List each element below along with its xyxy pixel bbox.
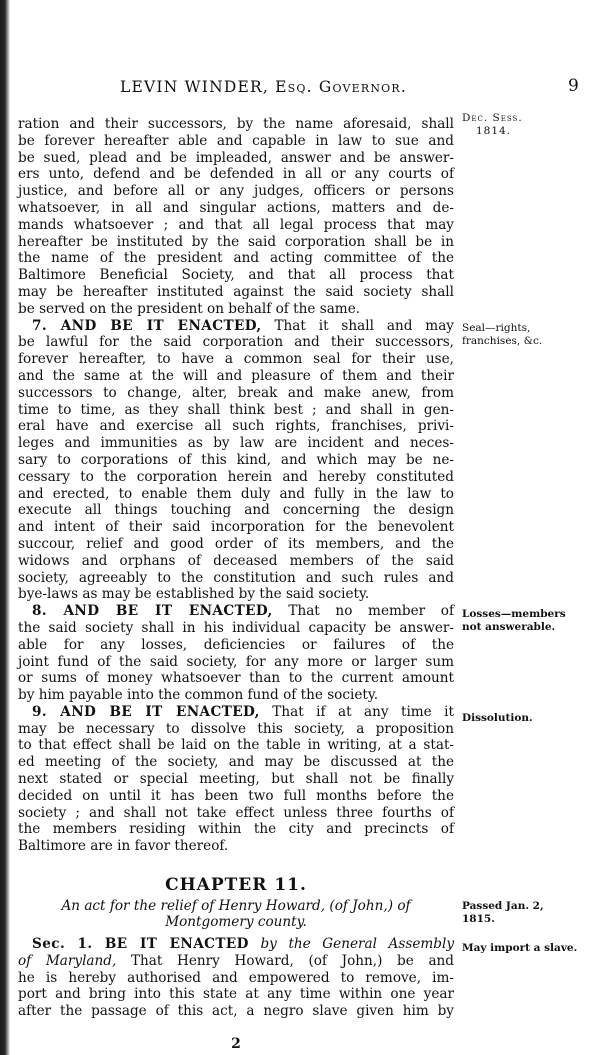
text-line: bye-laws as may be established by the said society. [18, 586, 370, 603]
text-line: joint fund of the said society, for any more or larger sum [18, 653, 454, 670]
text-line: ed meeting of the society, and may be discussed at the [18, 754, 454, 771]
text-line: by him payable into the common fund of the society. [18, 687, 379, 704]
section-8-heading: 8. AND BE IT ENACTED, [32, 603, 273, 620]
running-header [120, 78, 580, 96]
section-9-heading: 9. AND BE IT ENACTED, [32, 703, 260, 720]
text-line: successors to change, alter, break and make anew, from [18, 384, 454, 401]
text-line: the said society shall in his individual capacity be answer- [18, 619, 454, 636]
section-7-first-line: 7. AND BE IT ENACTED, That it shall and may [32, 317, 454, 334]
text-line: be sued, plead and be impleaded, answer and be answer- [18, 149, 454, 166]
page-number: 9 [567, 76, 580, 96]
text-line: and the same at the will and pleasure of them and their [18, 367, 454, 384]
margin-note-losses: Losses—members not answerable. [462, 608, 566, 633]
margin-note-session: Dec. Sess. 1814. [462, 112, 523, 137]
text-line: mands whatsoever ; and that all legal process that may [18, 216, 454, 233]
text-line: may be necessary to dissolve this society, a proposition [18, 720, 454, 737]
text-line: eral have and exercise all such rights, franchises, privi- [18, 418, 454, 435]
text-line: to that effect shall be laid on the table in writing, at a stat- [18, 737, 454, 754]
text-line: next stated or special meeting, but shall not be finally [18, 771, 454, 788]
text-line: society ; and shall not take effect unless three fourths of [18, 804, 454, 821]
text-line: and intent of their said incorporation for the benevolent [18, 519, 454, 536]
text-line: leges and immunities as by law are incident and neces- [18, 435, 454, 452]
text-line: forever hereafter, to have a common seal for their use, [18, 351, 454, 368]
text-line: decided on until it has been two full months before the [18, 787, 454, 804]
margin-note-seal: Seal—rights, franchises, &c. [462, 322, 543, 347]
body-text [18, 116, 454, 855]
text-line: may be hereafter instituted against the said society shall [18, 283, 454, 300]
running-title: LEVIN WINDER, Esq. Governor. [120, 78, 407, 96]
text-line: be lawful for the said corporation and their successors, [18, 334, 454, 351]
text-line: able for any losses, deficiencies or failures of the [18, 636, 454, 653]
text-line: and erected, to enable them duly and fully in the law to [18, 485, 454, 502]
text-line: be forever hereafter able and capable in law to sue and [18, 132, 454, 149]
text-line: port and bring into this state at any time within one year [18, 986, 454, 1003]
text-line: whatsoever, in all and singular actions, matters and de- [18, 199, 454, 216]
text-line: widows and orphans of deceased members of the said [18, 552, 454, 569]
section-9-first-line: 9. AND BE IT ENACTED, That if at any time it [32, 703, 454, 720]
text-line: the members residing within the city and precincts of [18, 821, 454, 838]
signature-mark: 2 [231, 1036, 241, 1052]
text-line: be served on the president on behalf of the same. [18, 300, 361, 317]
text-line: ration and their successors, by the name aforesaid, shall [18, 116, 454, 132]
act-title-line: Montgomery county. [165, 914, 307, 930]
text-line: of Maryland, That Henry Howard, (of John,) be and [18, 952, 455, 969]
sec-1-first-line: Sec. 1. BE IT ENACTED by the General Assembly [32, 936, 454, 952]
text-line: succour, relief and good order of its members, and the [18, 535, 454, 552]
chapter-heading: CHAPTER 11. [165, 875, 307, 895]
section-8-first-line: 8. AND BE IT ENACTED, That no member of [32, 603, 455, 620]
text-line: society, agreeably to the constitution and such rules and [18, 569, 454, 586]
text-line: justice, and before all or any judges, officers or persons [18, 183, 454, 200]
text-line: ers unto, defend and be defended in all or any courts of [18, 166, 454, 183]
text-line: the name of the president and acting committee of the [18, 250, 454, 267]
text-line: Baltimore are in favor thereof. [18, 838, 229, 855]
text-line: he is hereby authorised and empowered to remove, im- [18, 969, 454, 986]
act-title [18, 898, 454, 930]
chapter-body [18, 936, 454, 1020]
section-7-heading: 7. AND BE IT ENACTED, [32, 317, 262, 334]
page-binding-edge [0, 0, 10, 1055]
text-line: after the passage of this act, a negro slave given him by [18, 1003, 454, 1020]
text-line: Baltimore Beneficial Society, and that all process that [18, 267, 454, 284]
margin-note-passed: Passed Jan. 2, 1815. [462, 900, 544, 925]
text-line: sary to corporations of this kind, and which may be ne- [18, 451, 454, 468]
margin-note-dissolution: Dissolution. [462, 712, 533, 724]
text-line: cessary to the corporation herein and hereby constituted [18, 468, 454, 485]
text-line: time to time, as they shall think best ; and shall in gen- [18, 401, 454, 418]
text-line: or sums of money whatsoever than to the current amount [18, 670, 454, 687]
text-line: execute all things touching and concerning the design [18, 502, 454, 519]
act-title-line: An act for the relief of Henry Howard, (of John,) of [61, 898, 411, 914]
margin-note-import: May import a slave. [462, 942, 578, 954]
text-line: hereafter be instituted by the said corporation shall be in [18, 233, 454, 250]
sec-1-heading: Sec. 1. BE IT ENACTED [32, 936, 249, 952]
